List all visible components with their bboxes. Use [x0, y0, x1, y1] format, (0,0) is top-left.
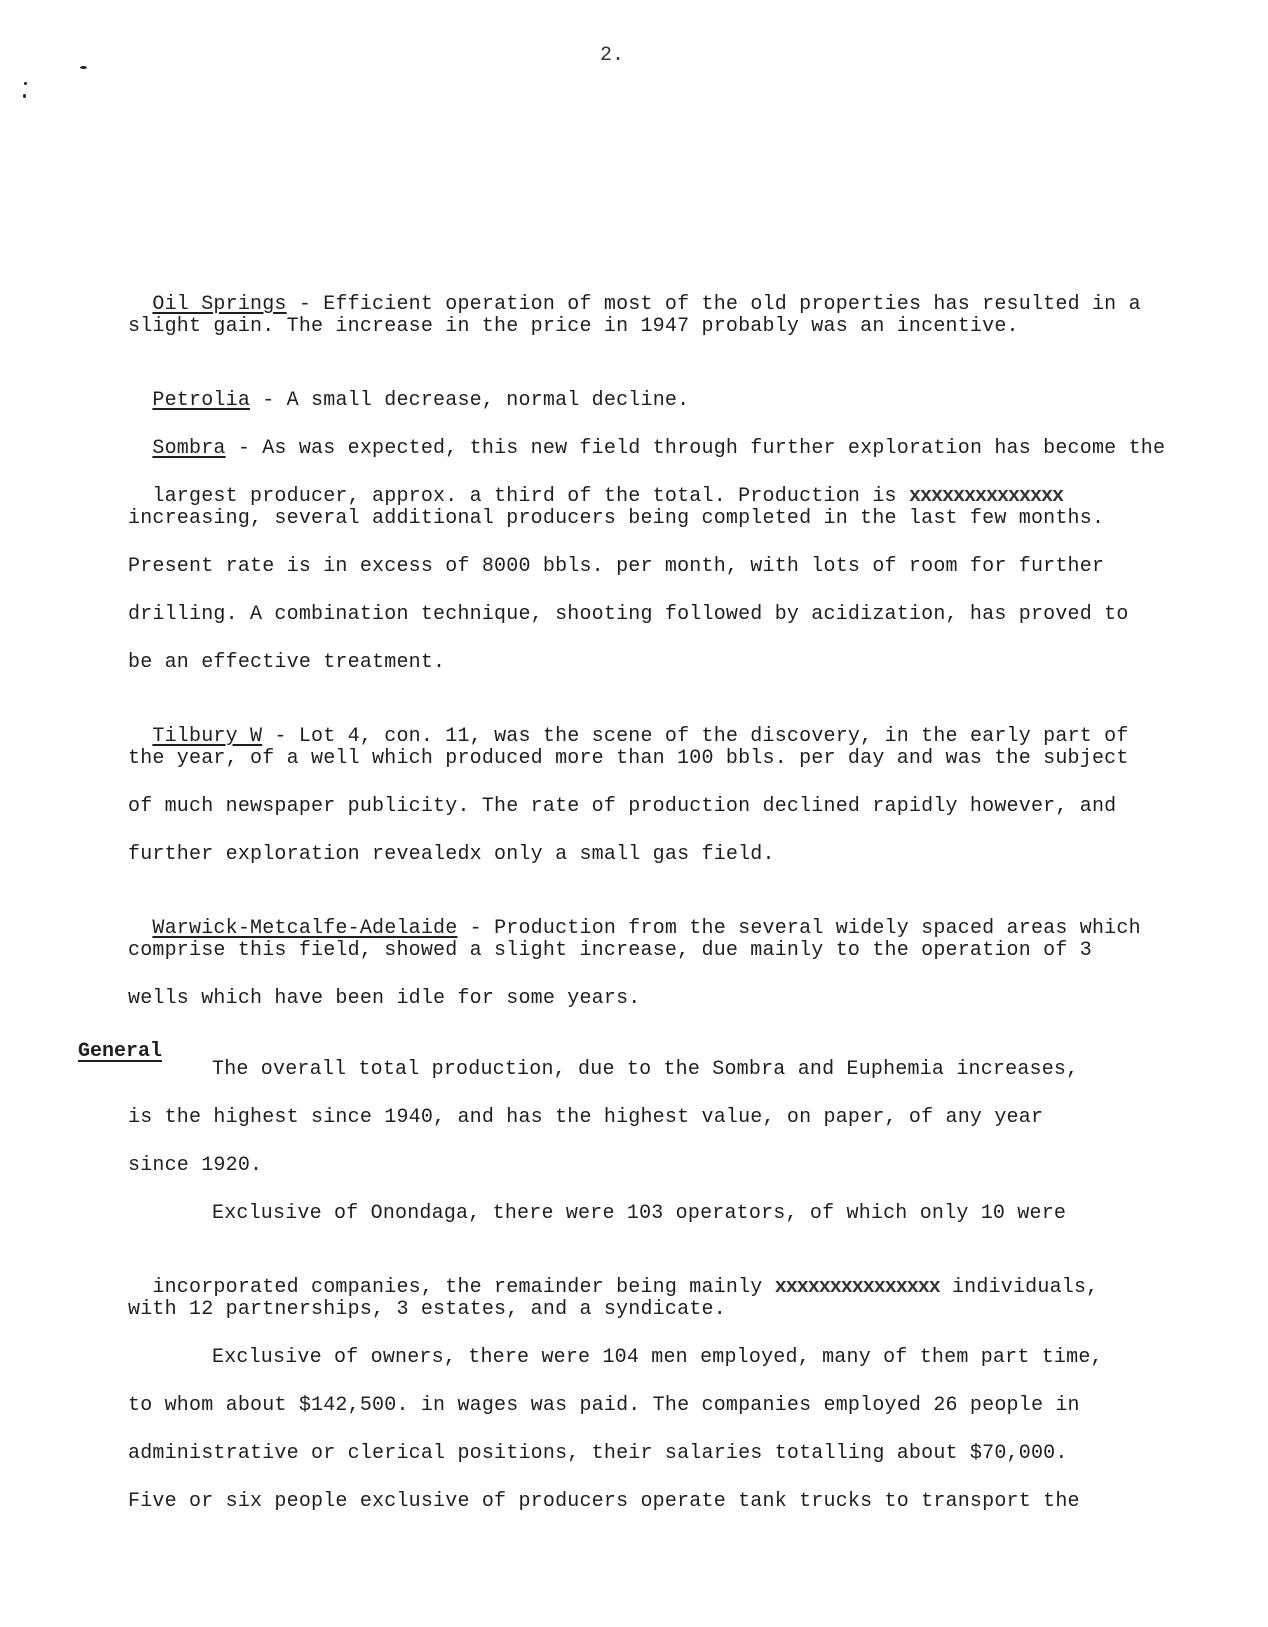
sombra-line-2	[128, 458, 1063, 510]
sombra-line-3: increasing, several additional producers being completed in the last few months.	[128, 507, 1105, 530]
warwick-line-2: comprise this field, showed a slight increase, due mainly to the operation of 3	[128, 939, 1092, 962]
general-p1-line-2: is the highest since 1940, and has the highest value, on paper, of any year	[128, 1106, 1044, 1129]
tilbury-heading: Tilbury W	[152, 725, 263, 748]
sombra-text-2: largest producer, approx. a third of the total. Production is	[152, 485, 909, 508]
warwick-heading: Warwick-Metcalfe-Adelaide	[152, 917, 458, 940]
general-heading: General	[78, 1040, 163, 1063]
general-p1-line-3: since 1920.	[128, 1154, 263, 1177]
oil-springs-text-1: - Efficient operation of most of the old properties has resulted in a	[286, 293, 1141, 316]
typed-over-text: xxxxxxxxxxxxxx	[908, 485, 1063, 508]
sombra-text-1: - As was expected, this new field through further exploration has become the	[225, 437, 1166, 460]
sombra-line-5: drilling. A combination technique, shooting followed by acidization, has proved to	[128, 603, 1129, 626]
general-p2-line-1: Exclusive of Onondaga, there were 103 operators, of which only 10 were	[212, 1202, 1067, 1225]
petrolia-text-1: - A small decrease, normal decline.	[250, 389, 690, 412]
sombra-line-1	[128, 410, 1165, 462]
general-p1-line-1: The overall total production, due to the Sombra and Euphemia increases,	[212, 1058, 1079, 1081]
tilbury-text-1: - Lot 4, con. 11, was the scene of the discovery, in the early part of	[262, 725, 1129, 748]
sombra-heading: Sombra	[152, 437, 226, 460]
sombra-line-4: Present rate is in excess of 8000 bbls. per month, with lots of room for further	[128, 555, 1105, 578]
sombra-line-6: be an effective treatment.	[128, 651, 446, 674]
warwick-line-3: wells which have been idle for some years.	[128, 987, 641, 1010]
general-p2-line-2	[128, 1249, 1098, 1301]
general-p2-line-3: with 12 partnerships, 3 estates, and a syndicate.	[128, 1298, 726, 1321]
warwick-line-1	[128, 890, 1141, 942]
scan-speck	[24, 82, 27, 85]
petrolia-line-1	[128, 362, 689, 414]
tilbury-line-4: further exploration revealedx only a small gas field.	[128, 843, 775, 866]
oil-springs-heading: Oil Springs	[152, 293, 287, 316]
tilbury-line-2: the year, of a well which produced more than 100 bbls. per day and was the subject	[128, 747, 1129, 770]
general-p2-text-2b: individuals,	[939, 1276, 1099, 1299]
general-p2-text-2a: incorporated companies, the remainder being mainly	[152, 1276, 775, 1299]
page-number: 2.	[600, 44, 625, 67]
scan-speck	[80, 66, 87, 69]
oil-springs-line-2: slight gain. The increase in the price in 1947 probably was an incentive.	[128, 315, 1019, 338]
warwick-text-1: - Production from the several widely spaced areas which	[457, 917, 1141, 940]
petrolia-heading: Petrolia	[152, 389, 251, 412]
general-p3-line-4: Five or six people exclusive of producers operate tank trucks to transport the	[128, 1490, 1080, 1513]
tilbury-line-3: of much newspaper publicity. The rate of production declined rapidly however, and	[128, 795, 1117, 818]
typed-over-text: xxxxxxxxxxxxxxx	[774, 1276, 940, 1299]
scan-speck	[23, 94, 26, 98]
tilbury-line-1	[128, 698, 1129, 750]
general-p3-line-1: Exclusive of owners, there were 104 men employed, many of them part time,	[212, 1346, 1103, 1369]
general-p3-line-3: administrative or clerical positions, their salaries totalling about $70,000.	[128, 1442, 1068, 1465]
oil-springs-line-1	[128, 266, 1141, 318]
general-p3-line-2: to whom about $142,500. in wages was paid. The companies employed 26 people in	[128, 1394, 1080, 1417]
